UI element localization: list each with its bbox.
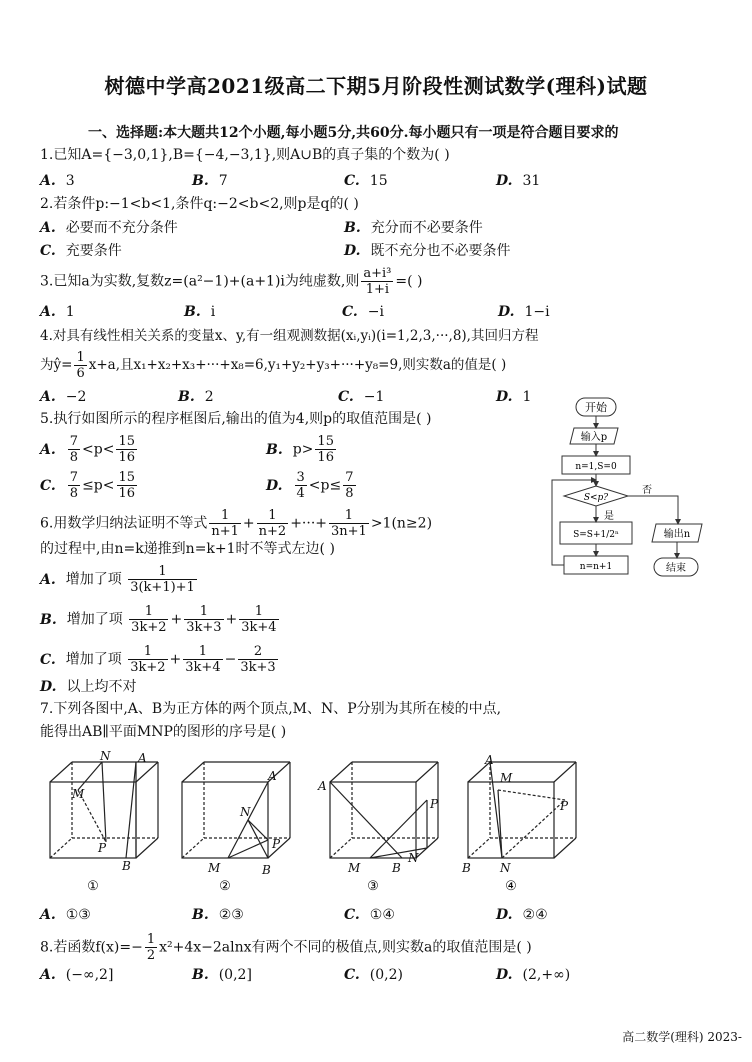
q3-option-d: D. 1−i [498,304,550,320]
question-2: 2.若条件p:−1<b<1,条件q:−2<b<2,则p是q的( ) [40,196,359,212]
svg-text:B: B [392,861,401,875]
q1-option-a: A. 3 [40,173,75,189]
q7-option-a: A. ①③ [40,907,91,923]
flow-end-text: 结束 [666,563,686,574]
svg-text:B: B [122,859,131,873]
q2-option-d: D. 既不充分也不必要条件 [344,243,511,259]
flow-update-text: S=S+1/2ⁿ [573,530,619,540]
svg-text:P: P [560,799,569,813]
svg-text:A: A [318,779,327,793]
fig-label-2: ② [219,879,231,894]
q5-option-b: B. p> $\frac{15}{16}$ [266,434,334,465]
question-1: 1.已知A={−3,0,1},B={−4,−3,1},则A∪B的真子集的个数为( ) [40,147,450,163]
q7-option-c: C. ①④ [344,907,395,923]
q4-option-b: B. 2 [178,389,214,405]
q6-option-a: A. 增加了项 $\frac{1}{3(k+1)+1}$ [40,564,195,595]
flow-no-text: 否 [642,485,652,496]
cube-figure-3 [330,762,438,858]
question-5: 5.执行如图所示的程序框图后,输出的值为4,则p的取值范围是( ) [40,411,432,427]
flow-cond-text: S<p? [583,493,609,503]
page-footer: 高二数学(理科) 2023- [622,1030,742,1044]
q2-option-b: B. 充分而不必要条件 [344,220,483,236]
q1-option-b: B. 7 [192,173,228,189]
fig-label-1: ① [87,879,99,894]
question-7-line-2: 能得出AB∥平面MNP的图形的序号是( ) [40,724,287,740]
q6-option-c: C. 增加了项 $\frac{1}{3k+2}$ + $\frac{1}{3k+4}$ − $\frac{2}{3k+3}$ [40,644,276,675]
flow-output-text: 输出n [663,529,691,540]
fig-label-3: ③ [367,879,379,894]
cube-figures [40,750,600,900]
q4-option-d: D. 1 [496,389,532,405]
q5-option-d: D. $\frac{3}{4}$ <p≤ $\frac{7}{8}$ [266,470,354,501]
svg-text:N: N [408,851,419,865]
q3-option-c: C. −i [342,304,384,320]
question-3: 3.已知a为实数,复数z=(a²−1)+(a+1)i为纯虚数,则 $\frac{\text{a+i³}}{1+i}$ =( ) [40,266,423,297]
q8-option-c: C. (0,2) [344,967,403,983]
q5-option-c: C. $\frac{7}{8}$ ≤p< $\frac{15}{16}$ [40,470,136,501]
svg-text:P: P [98,841,107,855]
svg-text:N: N [240,805,251,819]
flow-inc-text: n=n+1 [579,562,613,572]
flow-yes-text: 是 [604,511,614,522]
q1-option-c: C. 15 [344,173,388,189]
svg-text:A: A [138,751,147,765]
q8-option-a: A. (−∞,2] [40,967,114,983]
q3-option-a: A. 1 [40,304,75,320]
question-6-line-1: 6.用数学归纳法证明不等式 $\frac{1}{n+1}$ + $\frac{1}{n+2}$ +···+ $\frac{1}{3n+1}$ >1(n≥2) [40,508,433,539]
svg-text:A: A [485,753,494,767]
svg-text:N: N [500,861,511,875]
svg-text:N: N [100,750,111,763]
flowchart [548,392,748,590]
question-4-line-2: 为ŷ= $\frac{1}{6}$ x+a,且x₁+x₂+x₃+···+x₈=6,y₁+y₂+y₃+···+y₈=9,则实数a的值是( ) [40,350,507,381]
page-title: 树德中学高2021级高二下期5月阶段性测试数学(理科)试题 [104,74,648,98]
svg-text:A: A [268,769,277,783]
svg-text:M: M [208,861,221,875]
svg-text:M: M [500,771,513,785]
q6-option-d: D. 以上均不对 [40,679,137,695]
q4-option-a: A. −2 [40,389,87,405]
question-7-line-1: 7.下列各图中,A、B为正方体的两个顶点,M、N、P分别为其所在棱的中点, [40,701,502,717]
q4-option-c: C. −1 [338,389,385,405]
question-6-line-2: 的过程中,由n=k递推到n=k+1时不等式左边( ) [40,541,335,557]
svg-text:B: B [462,861,471,875]
question-4-line-1: 4.对具有线性相关关系的变量x、y,有一组观测数据(xᵢ,yᵢ)(i=1,2,3,···,8),其回归方程 [40,328,539,344]
flow-start-text: 开始 [585,401,607,414]
q7-option-b: B. ②③ [192,907,244,923]
q1-option-d: D. 31 [496,173,541,189]
q8-option-d: D. (2,+∞) [496,967,571,983]
svg-text:P: P [430,797,439,811]
q7-option-d: D. ②④ [496,907,548,923]
q3-option-b: B. i [184,304,216,320]
section-heading: 一、选择题:本大题共12个小题,每小题5分,共60分.每小题只有一项是符合题目要求的 [88,125,619,141]
flow-init-text: n=1,S=0 [575,462,617,472]
flow-input-text: 输入p [580,432,608,443]
svg-text:M: M [348,861,361,875]
fig-label-4: ④ [505,879,517,894]
question-8: 8.若函数f(x)=− $\frac{1}{2}$ x²+4x−2alnx有两个不同的极值点,则实数a的取值范围是( ) [40,932,532,963]
q6-option-b: B. 增加了项 $\frac{1}{3k+2}$ + $\frac{1}{3k+3}$ + $\frac{1}{3k+4}$ [40,604,277,635]
q8-option-b: B. (0,2] [192,967,252,983]
svg-text:P: P [272,837,281,851]
svg-text:B: B [262,863,271,877]
q5-option-a: A. $\frac{7}{8}$ <p< $\frac{15}{16}$ [40,434,136,465]
svg-text:M: M [72,787,85,801]
q2-option-a: A. 必要而不充分条件 [40,220,178,236]
q2-option-c: C. 充要条件 [40,243,122,259]
